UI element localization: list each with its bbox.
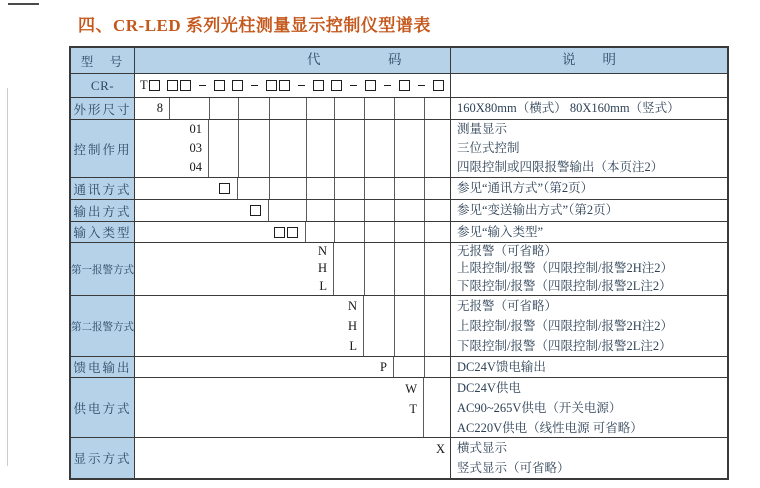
table-row: [71, 438, 727, 478]
row-label: 第二报警方式: [71, 296, 135, 356]
desc-line: 竖式显示（可省略）: [457, 461, 570, 475]
code-area: [135, 296, 451, 356]
column-divider: [394, 243, 395, 295]
row-label: 输入类型: [71, 222, 135, 242]
code-dash-icon: [350, 85, 357, 87]
model-spectrum-table: [69, 46, 729, 480]
table-row: [71, 243, 727, 296]
code-box-icon: [287, 227, 298, 238]
desc-line: 测量显示: [457, 122, 508, 136]
code-text: X: [435, 442, 445, 456]
column-divider: [306, 178, 307, 199]
code-text: 03: [189, 141, 202, 155]
header-desc: 说 明: [451, 48, 727, 73]
code-gap: [244, 85, 249, 86]
table-row: [71, 98, 727, 120]
column-divider: [269, 98, 270, 119]
scan-artifact-line: [8, 3, 39, 5]
code-line: [319, 278, 327, 296]
code-gap: [343, 85, 348, 86]
code-gap: [291, 85, 296, 86]
code-area: [135, 98, 451, 119]
column-divider: [364, 243, 365, 295]
code-box-icon: [250, 205, 261, 216]
code-box-icon: [313, 80, 324, 91]
code-gap: [427, 85, 432, 86]
desc-line: 参见“输入类型”: [457, 224, 544, 239]
table-row: [71, 222, 727, 243]
column-divider: [424, 296, 425, 356]
row-label: 显示方式: [71, 438, 135, 478]
column-divider: [364, 98, 365, 119]
code-line: [405, 379, 417, 399]
code-box-icon: [365, 80, 376, 91]
row-label: 控制作用: [71, 120, 135, 177]
desc-cell: [451, 378, 727, 437]
page-edge-line: [7, 88, 8, 466]
desc-cell: [451, 243, 727, 295]
code-gap: [307, 85, 312, 86]
column-divider: [334, 178, 335, 199]
code-cell: [135, 243, 334, 295]
code-area: [135, 74, 451, 97]
table-row: [71, 178, 727, 200]
desc-line: 160X80mm（横式） 80X160mm（竖式）: [457, 101, 680, 115]
desc-line: 无报警（可省略）: [457, 299, 558, 313]
desc-cell: [451, 120, 727, 177]
code-line: [348, 296, 357, 316]
code-gap: [260, 85, 265, 86]
code-text: H: [347, 319, 357, 333]
code-cell: [135, 357, 394, 377]
code-gap: [411, 85, 416, 86]
code-cell: [135, 438, 451, 478]
code-line: [190, 120, 203, 139]
desc-line: 下限控制/报警（四限控制/报警2L注2）: [457, 339, 672, 353]
column-divider: [424, 357, 425, 377]
header-code: 代 码: [135, 48, 451, 73]
code-box-icon: [214, 80, 225, 91]
desc-cell: [451, 200, 727, 221]
row-label: 供电方式: [71, 378, 135, 437]
row-label: 输出方式: [71, 200, 135, 221]
code-text: T: [409, 402, 417, 416]
code-area: [135, 357, 451, 377]
table-row: [71, 200, 727, 222]
code-gap: [192, 85, 197, 86]
code-dash-icon: [251, 85, 258, 87]
desc-line: 参见“通讯方式”（第2页）: [457, 181, 594, 195]
code-gap: [325, 85, 330, 86]
code-gap: [226, 85, 231, 86]
column-divider: [424, 178, 425, 199]
code-dash-icon: [298, 85, 305, 87]
code-gap: [208, 85, 213, 86]
code-area: [135, 200, 451, 221]
column-divider: [306, 98, 307, 119]
code-cell: [135, 178, 238, 199]
desc-cell: [451, 98, 727, 119]
column-divider: [394, 222, 395, 242]
row-label: 外形尺寸: [71, 98, 135, 119]
code-line: [349, 336, 357, 356]
column-divider: [394, 98, 395, 119]
code-text: P: [380, 359, 387, 374]
column-divider: [364, 200, 365, 221]
code-box-icon: [232, 80, 243, 91]
row-label: 第一报警方式: [71, 243, 135, 295]
column-divider: [364, 222, 365, 242]
code-text: T: [140, 78, 148, 92]
column-divider: [394, 296, 395, 356]
code-area: [135, 378, 451, 437]
table-header-row: [71, 48, 727, 74]
table-row: [71, 378, 727, 438]
column-divider: [334, 120, 335, 177]
code-line: [140, 76, 445, 95]
desc-line: AC220V供电（线性电源 可省略）: [457, 420, 643, 435]
code-cell: [135, 98, 170, 119]
row-label: 通讯方式: [71, 178, 135, 199]
code-cell: [135, 74, 451, 97]
code-box-icon: [167, 80, 178, 91]
code-line: [249, 201, 262, 220]
column-divider: [334, 200, 335, 221]
column-divider: [238, 120, 239, 177]
column-divider: [269, 120, 270, 177]
desc-line: 横式显示: [457, 441, 508, 455]
column-divider: [364, 120, 365, 177]
code-box-icon: [180, 80, 191, 91]
code-cell: [135, 200, 269, 221]
table-row-prefix: [71, 74, 727, 98]
code-line: [218, 179, 231, 198]
code-line: [380, 358, 387, 377]
column-divider: [424, 98, 425, 119]
desc-line: DC24V供电: [457, 380, 521, 395]
code-line: [348, 316, 357, 336]
code-text: 04: [189, 160, 202, 174]
desc-line: AC90~265V供电（开关电源）: [457, 400, 622, 415]
code-text: 01: [189, 122, 202, 136]
code-area: [135, 178, 451, 199]
column-divider: [394, 178, 395, 199]
column-divider: [334, 98, 335, 119]
code-box-icon: [399, 80, 410, 91]
code-cell: [135, 120, 209, 177]
code-box-icon: [219, 183, 230, 194]
column-divider: [306, 200, 307, 221]
code-line: [190, 158, 203, 177]
desc-cell: [451, 222, 727, 242]
code-text: 8: [156, 101, 163, 115]
desc-cell: [451, 357, 727, 377]
code-text: N: [317, 243, 327, 258]
column-divider: [424, 243, 425, 295]
column-divider: [424, 222, 425, 242]
code-box-icon: [149, 80, 160, 91]
code-gap: [377, 85, 382, 86]
code-line: [318, 260, 327, 278]
column-divider: [238, 98, 239, 119]
code-area: [135, 120, 451, 177]
code-area: [135, 243, 451, 295]
desc-cell: [451, 178, 727, 199]
column-divider: [334, 222, 335, 242]
column-divider: [306, 120, 307, 177]
code-line: [190, 139, 203, 158]
column-divider: [269, 178, 270, 199]
code-box-icon: [279, 80, 290, 91]
code-box-icon: [331, 80, 342, 91]
code-line: [318, 243, 327, 261]
code-dash-icon: [418, 85, 425, 87]
desc-line: 上限控制/报警（四限控制/报警2H注2）: [457, 261, 673, 276]
code-area: [135, 222, 451, 242]
code-line: [436, 439, 445, 459]
code-box-icon: [274, 227, 285, 238]
table-row: [71, 296, 727, 357]
desc-line: DC24V馈电输出: [457, 359, 546, 374]
code-dash-icon: [199, 85, 206, 87]
code-line: [157, 99, 163, 118]
column-divider: [424, 120, 425, 177]
code-area: [135, 438, 451, 478]
table-row: [71, 357, 727, 378]
desc-line: 三位式控制: [457, 141, 520, 155]
desc-line: 上限控制/报警（四限控制/报警2H注2）: [457, 319, 673, 333]
code-text: L: [349, 339, 357, 353]
code-cell: [135, 378, 424, 437]
desc-cell: [451, 438, 727, 478]
column-divider: [394, 200, 395, 221]
row-label: CR-: [71, 74, 135, 97]
column-divider: [209, 98, 210, 119]
code-gap: [161, 85, 166, 86]
header-model: 型 号: [71, 48, 135, 73]
desc-line: 下限控制/报警（四限控制/报警2L注2）: [457, 278, 672, 293]
column-divider: [424, 200, 425, 221]
desc-line: 四限控制或四限报警输出（本页注2）: [457, 160, 664, 174]
code-line: [409, 399, 417, 419]
page-title: 四、CR-LED 系列光柱测量显示控制仪型谱表: [78, 16, 431, 35]
code-gap: [359, 85, 364, 86]
code-dash-icon: [384, 85, 391, 87]
code-gap: [393, 85, 398, 86]
code-box-icon: [266, 80, 277, 91]
code-text: W: [405, 382, 417, 396]
column-divider: [364, 178, 365, 199]
code-text: H: [317, 261, 327, 276]
code-cell: [135, 222, 306, 242]
code-text: L: [319, 278, 327, 293]
code-box-icon: [433, 80, 444, 91]
code-cell: [135, 296, 364, 356]
desc-cell: [451, 296, 727, 356]
code-text: N: [347, 299, 357, 313]
table-row: [71, 120, 727, 178]
code-line: [273, 223, 299, 242]
desc-cell: [451, 74, 727, 97]
row-label: 馈电输出: [71, 357, 135, 377]
desc-line: 参见“变送输出方式”（第2页）: [457, 203, 619, 217]
desc-line: 无报警（可省略）: [457, 243, 558, 258]
column-divider: [394, 120, 395, 177]
